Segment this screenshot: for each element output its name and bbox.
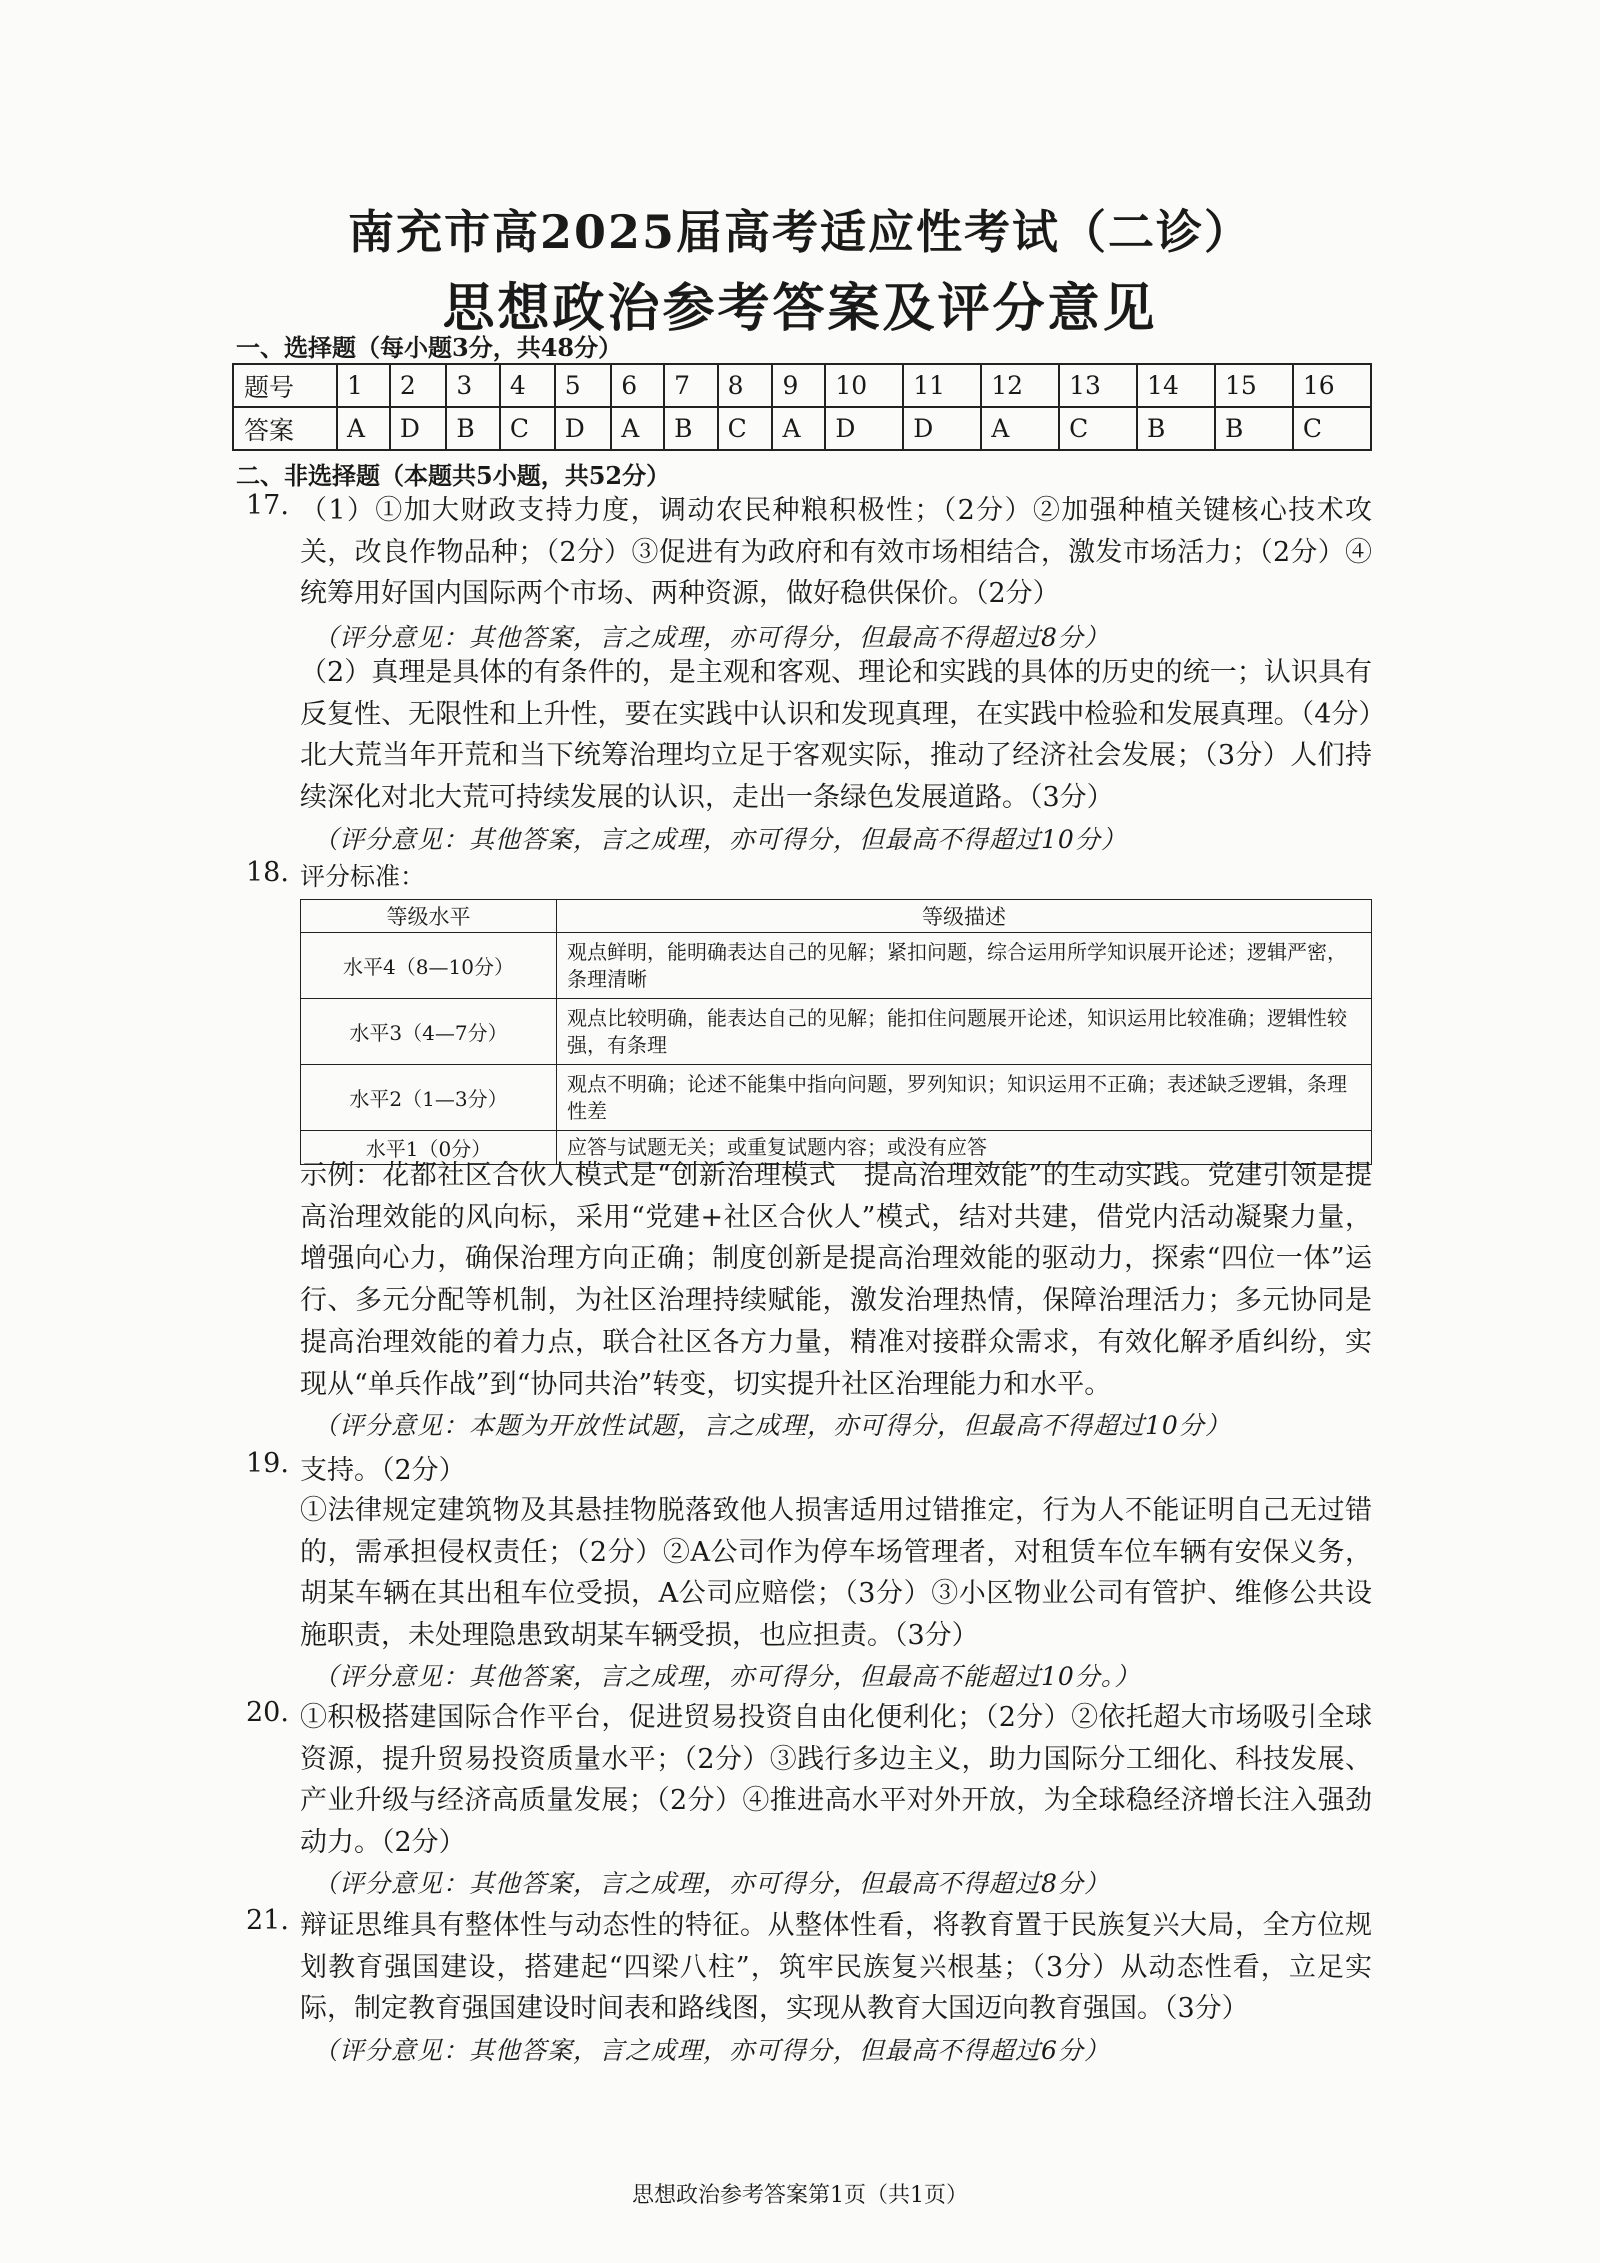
- question-number-cell: 16: [1293, 364, 1371, 407]
- answer-cell: D: [555, 407, 612, 450]
- answer-cell: B: [1137, 407, 1215, 450]
- rubric-header-row: [301, 900, 1372, 933]
- answer-cell: A: [611, 407, 664, 450]
- answer-cell: B: [446, 407, 499, 450]
- q20-body: ①积极搭建国际合作平台，促进贸易投资自由化便利化；（2分）②依托超大市场吸引全球资源，提升贸易投资质量水平；（2分）③践行多边主义，助力国际分工细化、科技发展、产业升级与经济高质量发展；（2分）④推进高水平对外开放，为全球稳经济增长注入强劲动力。（2分）: [300, 1702, 1372, 1859]
- question-number-cell: 4: [500, 364, 555, 407]
- section-nonchoice-heading: 二、非选择题（本题共5小题，共52分）: [236, 461, 671, 490]
- q17-part2: （2）真理是具体的有条件的，是主观和客观、理论和实践的具体的历史的统一；认识具有反复性、无限性和上升性，要在实践中认识和发现真理，在实践中检验和发展真理。（4分）北大荒当年开荒和当下统筹治理均立足于客观实际，推动了经济社会发展；（3分）人们持续深化对北大荒可持续发展的认识，走出一条绿色发展道路。（3分）: [300, 657, 1372, 814]
- rubric-row: [301, 933, 1372, 999]
- answer-cell: D: [825, 407, 903, 450]
- section-choice-heading: 一、选择题（每小题3分，共48分）: [236, 333, 623, 362]
- q20-note: （评分意见：其他答案，言之成理，亦可得分，但最高不得超过8分）: [313, 1869, 1110, 1898]
- question-number-cell: 11: [903, 364, 981, 407]
- rubric-row: [301, 999, 1372, 1065]
- q21-note: （评分意见：其他答案，言之成理，亦可得分，但最高不得超过6分）: [313, 2036, 1110, 2065]
- q19-note: （评分意见：其他答案，言之成理，亦可得分，但最高不能超过10分。）: [313, 1662, 1141, 1691]
- answer-cell: C: [1059, 407, 1137, 450]
- question-number-cell: 12: [981, 364, 1059, 407]
- question-number-cell: 8: [718, 364, 773, 407]
- q18-label: 评分标准：: [300, 862, 426, 891]
- question-number: 19.: [246, 1448, 289, 1479]
- exam-title: 南充市高2025届高考适应性考试（二诊）: [347, 205, 1253, 259]
- choice-answer-table: [232, 363, 1372, 451]
- q18-example: 示例：花都社区合伙人模式是“创新治理模式 提高治理效能”的生动实践。党建引领是提高治理效能的风向标，采用“党建+社区合伙人”模式，结对共建，借党内活动凝聚力量，增强向心力，确保治理方向正确；制度创新是提高治理效能的驱动力，探索“四位一体”运行、多元分配等机制，为社区治理持续赋能，激发治理热情，保障治理活力；多元协同是提高治理效能的着力点，联合社区各方力量，精准对接群众需求，有效化解矛盾纠纷，实现从“单兵作战”到“协同共治”转变，切实提升社区治理能力和水平。: [300, 1160, 1372, 1400]
- answer-cell: D: [903, 407, 981, 450]
- answer-cell: A: [772, 407, 825, 450]
- answer-cell: B: [1215, 407, 1293, 450]
- question-number-cell: 1: [337, 364, 390, 407]
- answer-cell: C: [500, 407, 555, 450]
- rubric-level: 水平3（4—7分）: [301, 999, 557, 1065]
- rubric-level: 水平2（1—3分）: [301, 1065, 557, 1131]
- q17-note1: （评分意见：其他答案，言之成理，亦可得分，但最高不得超过8分）: [313, 623, 1110, 652]
- question-number: 18.: [246, 857, 289, 888]
- q21-body: 辩证思维具有整体性与动态性的特征。从整体性看，将教育置于民族复兴大局，全方位规划教育强国建设，搭建起“四梁八柱”，筑牢民族复兴根基；（3分）从动态性看，立足实际，制定教育强国建设时间表和路线图，实现从教育大国迈向教育强国。（3分）: [300, 1910, 1372, 2025]
- exam-subtitle: 思想政治参考答案及评分意见: [442, 278, 1158, 339]
- rubric-desc: 观点比较明确，能表达自己的见解；能扣住问题展开论述，知识运用比较准确；逻辑性较强，有条理: [557, 999, 1372, 1065]
- rubric-row: [301, 1065, 1372, 1131]
- question-number-cell: 6: [611, 364, 664, 407]
- answer-cell: C: [718, 407, 773, 450]
- q19-body: ①法律规定建筑物及其悬挂物脱落致他人损害适用过错推定，行为人不能证明自己无过错的，需承担侵权责任；（2分）②A公司作为停车场管理者，对租赁车位车辆有安保义务，胡某车辆在其出租车位受损，A公司应赔偿；（3分）③小区物业公司有管护、维修公共设施职责，未处理隐患致胡某车辆受损，也应担责。（3分）: [300, 1495, 1372, 1652]
- q18-note: （评分意见：本题为开放性试题，言之成理，亦可得分，但最高不得超过10分）: [313, 1411, 1231, 1440]
- question-number: 21.: [246, 1905, 289, 1936]
- question-number: 17.: [246, 490, 289, 521]
- question-number-cell: 13: [1059, 364, 1137, 407]
- question-number-cell: 5: [555, 364, 612, 407]
- question-number-cell: 9: [772, 364, 825, 407]
- page-footer: 思想政治参考答案第1页（共1页）: [632, 2183, 968, 2208]
- question-number-cell: 2: [390, 364, 447, 407]
- row-label: 答案: [233, 407, 337, 450]
- q19-stance: 支持。（2分）: [300, 1455, 466, 1486]
- row-label: 题号: [233, 364, 337, 407]
- rubric-desc: 观点鲜明，能明确表达自己的见解；紧扣问题，综合运用所学知识展开论述；逻辑严密，条理清晰: [557, 933, 1372, 999]
- rubric-level: 水平1（0分）: [301, 1131, 557, 1165]
- question-number-row: [233, 364, 1371, 407]
- question-number-cell: 7: [664, 364, 717, 407]
- rubric-desc: 应答与试题无关；或重复试题内容；或没有应答: [557, 1131, 1372, 1165]
- answer-cell: A: [981, 407, 1059, 450]
- question-number-cell: 10: [825, 364, 903, 407]
- question-number-cell: 3: [446, 364, 499, 407]
- question-number-cell: 15: [1215, 364, 1293, 407]
- answer-cell: A: [337, 407, 390, 450]
- question-number: 20.: [246, 1697, 289, 1728]
- q17-part1: （1）①加大财政支持力度，调动农民种粮积极性；（2分）②加强种植关键核心技术攻关，改良作物品种；（2分）③促进有为政府和有效市场相结合，激发市场活力；（2分）④统筹用好国内国际两个市场、两种资源，做好稳供保价。（2分）: [300, 495, 1372, 610]
- rubric-header-level: 等级水平: [301, 900, 557, 933]
- q17-note2: （评分意见：其他答案，言之成理，亦可得分，但最高不得超过10分）: [313, 825, 1127, 854]
- answer-cell: D: [390, 407, 447, 450]
- question-number-cell: 14: [1137, 364, 1215, 407]
- answer-row: [233, 407, 1371, 450]
- rubric-desc: 观点不明确；论述不能集中指向问题，罗列知识；知识运用不正确；表述缺乏逻辑，条理性差: [557, 1065, 1372, 1131]
- rubric-header-desc: 等级描述: [557, 900, 1372, 933]
- answer-cell: C: [1293, 407, 1371, 450]
- answer-cell: B: [664, 407, 717, 450]
- rubric-table: [300, 899, 1372, 1165]
- rubric-level: 水平4（8—10分）: [301, 933, 557, 999]
